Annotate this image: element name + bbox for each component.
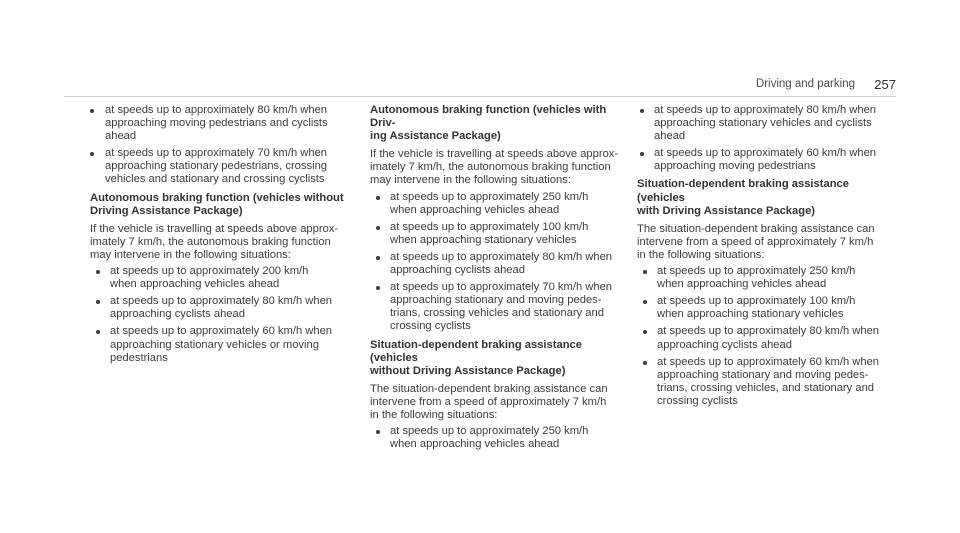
text-line: approaching stationary vehicles and cyclists — [654, 117, 872, 130]
page-header — [0, 76, 960, 100]
bullet-item — [373, 251, 628, 277]
text-line: at speeds up to approximately 60 km/h when — [657, 355, 880, 368]
text-line: intervene from a speed of approximately 7 km/h — [370, 395, 607, 408]
paragraph — [370, 383, 628, 422]
bullet-list — [637, 104, 895, 173]
text-line: at speeds up to approximately 100 km/h — [390, 220, 589, 233]
paragraph — [90, 223, 348, 262]
text-line: approaching cyclists ahead — [110, 308, 245, 321]
section-heading — [90, 192, 348, 218]
text-line: approaching stationary pedestrians, crossing — [105, 160, 328, 173]
section-heading — [370, 339, 628, 378]
text-line: trians, crossing vehicles, and stationary and — [657, 381, 875, 394]
section-heading — [637, 178, 895, 217]
text-line: crossing cyclists — [657, 394, 738, 407]
bullet-item — [637, 147, 895, 173]
column-1 — [90, 104, 348, 369]
text-line: imately 7 km/h, the autonomous braking function — [90, 235, 331, 248]
text-line: If the vehicle is travelling at speeds above approx- — [90, 222, 339, 235]
text-line: trians, crossing vehicles and stationary and — [390, 307, 604, 320]
bullet-list — [90, 265, 348, 365]
text-line: at speeds up to approximately 80 km/h when — [654, 104, 877, 116]
text-line: ahead — [654, 130, 686, 143]
text-line: ahead — [105, 130, 137, 143]
bullet-list — [90, 104, 348, 187]
text-line: at speeds up to approximately 250 km/h — [390, 425, 589, 438]
text-line: approaching stationary and moving pedes- — [657, 368, 869, 381]
text-line: imately 7 km/h, the autonomous braking function — [370, 161, 611, 174]
bullet-item — [640, 295, 895, 321]
bullet-item — [93, 265, 348, 291]
text-line: approaching stationary vehicles or moving — [110, 338, 319, 351]
text-line: when approaching stationary vehicles — [390, 233, 577, 246]
text-line: at speeds up to approximately 250 km/h — [390, 190, 589, 203]
text-line: at speeds up to approximately 80 km/h when — [390, 250, 613, 263]
text-line: vehicles and stationary and crossing cyclists — [105, 173, 325, 186]
column-3 — [637, 104, 895, 412]
paragraph — [370, 148, 628, 187]
text-line: approaching cyclists ahead — [657, 338, 792, 351]
section-heading — [370, 104, 628, 143]
section-title: Driving and parking — [755, 78, 855, 90]
text-line: If the vehicle is travelling at speeds above approx- — [370, 148, 619, 161]
text-line: crossing cyclists — [390, 320, 471, 333]
text-line: approaching cyclists ahead — [390, 264, 525, 277]
text-line: in the following situations: — [637, 248, 765, 261]
text-line: at speeds up to approximately 80 km/h when — [657, 325, 880, 338]
bullet-item — [373, 221, 628, 247]
text-line: The situation-dependent braking assistance can — [637, 222, 875, 235]
bullet-item — [93, 295, 348, 321]
bullet-list — [370, 425, 628, 451]
page-number: 257 — [874, 77, 896, 92]
text-line: approaching stationary and moving pedes- — [390, 294, 602, 307]
text-line: when approaching vehicles ahead — [390, 438, 560, 451]
text-line: ing Assistance Package) — [370, 130, 501, 143]
text-line: at speeds up to approximately 200 km/h — [110, 265, 309, 278]
text-line: intervene from a speed of approximately 7 km/h — [637, 235, 874, 248]
column-2 — [370, 104, 628, 455]
text-line: Autonomous braking function (vehicles without — [90, 191, 344, 204]
bullet-item — [637, 104, 895, 143]
text-line: at speeds up to approximately 60 km/h when — [110, 325, 333, 338]
bullet-item — [90, 104, 348, 143]
text-line: at speeds up to approximately 60 km/h when — [654, 147, 877, 160]
header-divider — [64, 96, 896, 97]
text-line: with Driving Assistance Package) — [637, 204, 816, 217]
text-line: may intervene in the following situations: — [90, 248, 291, 261]
text-line: Driving Assistance Package) — [90, 204, 243, 217]
text-line: approaching moving pedestrians — [654, 160, 816, 173]
text-line: approaching moving pedestrians and cyclists — [105, 117, 328, 130]
text-line: The situation-dependent braking assistance can — [370, 382, 608, 395]
text-line: at speeds up to approximately 80 km/h when — [105, 104, 328, 116]
text-line: at speeds up to approximately 80 km/h when — [110, 295, 333, 308]
bullet-list — [637, 265, 895, 408]
bullet-item — [373, 191, 628, 217]
text-line: Autonomous braking function (vehicles with Driv- — [370, 104, 607, 130]
text-line: without Driving Assistance Package) — [370, 364, 566, 377]
bullet-item — [640, 356, 895, 408]
bullet-item — [640, 265, 895, 291]
text-line: when approaching vehicles ahead — [657, 278, 827, 291]
bullet-item — [640, 325, 895, 351]
text-line: when approaching vehicles ahead — [390, 203, 560, 216]
bullet-item — [373, 281, 628, 333]
text-line: Situation-dependent braking assistance (vehicles — [637, 178, 849, 204]
bullet-item — [90, 147, 348, 186]
text-line: may intervene in the following situations: — [370, 174, 571, 187]
bullet-list — [370, 191, 628, 334]
paragraph — [637, 223, 895, 262]
bullet-item — [373, 425, 628, 451]
text-line: at speeds up to approximately 100 km/h — [657, 295, 856, 308]
text-line: at speeds up to approximately 70 km/h when — [390, 281, 613, 294]
text-line: at speeds up to approximately 250 km/h — [657, 265, 856, 278]
text-line: at speeds up to approximately 70 km/h when — [105, 147, 328, 160]
text-line: Situation-dependent braking assistance (vehicles — [370, 338, 582, 364]
text-line: when approaching stationary vehicles — [657, 308, 844, 321]
bullet-item — [93, 325, 348, 364]
text-line: pedestrians — [110, 351, 168, 364]
text-line: when approaching vehicles ahead — [110, 278, 280, 291]
text-line: in the following situations: — [370, 408, 498, 421]
